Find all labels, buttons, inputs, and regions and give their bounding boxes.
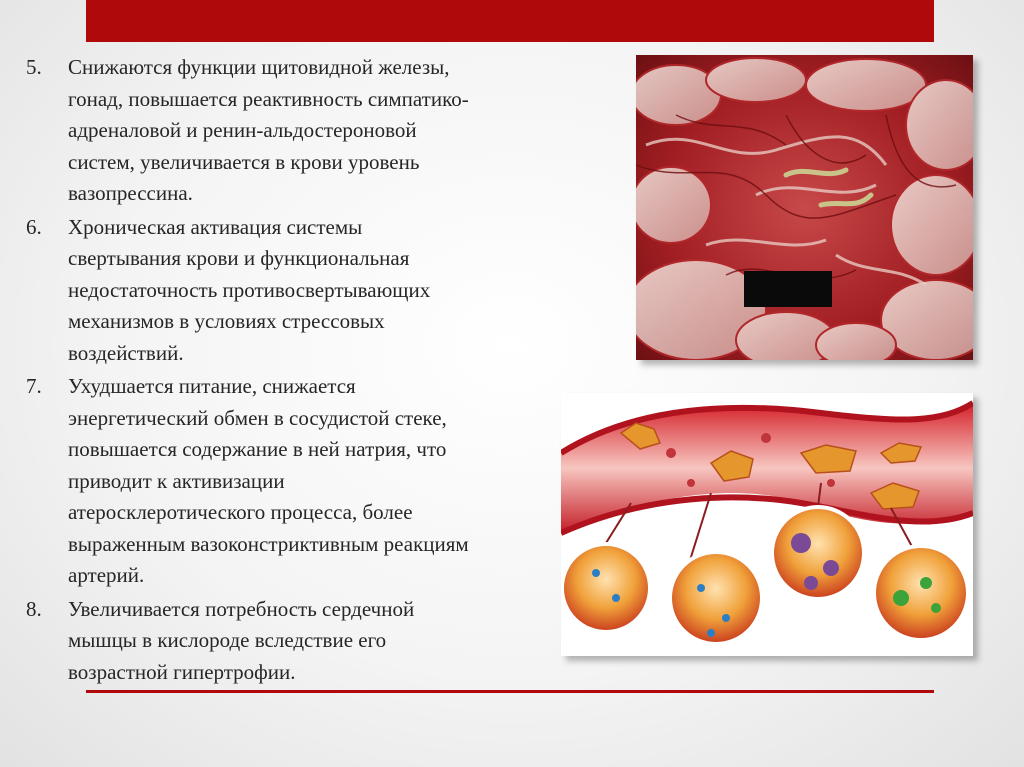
list-item-5 [26,52,571,210]
item-number: 7. [26,374,42,398]
artery-diagram [561,393,973,656]
top-accent-bar [86,0,934,42]
item-text: Увеличивается потребность сердечной мышцы в кислороде вследствие его возрастной гипертрофии. [68,596,415,684]
item-number: 8. [26,596,42,621]
list-item-6 [26,212,571,370]
brain-photo [636,55,973,360]
item-number: 5. [26,55,42,79]
list-item-7 [26,371,571,592]
numbered-list [26,52,571,690]
item-text: Ухудшается питание, снижается энергетический обмен в сосудистой стеке, повышается содержание в ней натрия, что приводит к активизации атеросклеротического процесса, более выраженным вазоконстриктивным реакциям артерий. [68,374,469,587]
brain-photo-illustration [636,55,973,360]
artery-illustration [561,393,973,656]
bottom-accent-rule [86,690,934,693]
item-text: Снижаются функции щитовидной железы, гонад, повышается реактивность симпатико- адреналовой и ренин-альдостероновой систем, увеличивается в крови уровень вазопрессина. [68,55,469,205]
item-text: Хроническая активация системы свертывания крови и функциональная недостаточность противосвертывающих механизмов в условиях стрессовых воздействий. [68,214,431,365]
list-item-8 [26,594,571,689]
item-number: 6. [26,214,42,239]
